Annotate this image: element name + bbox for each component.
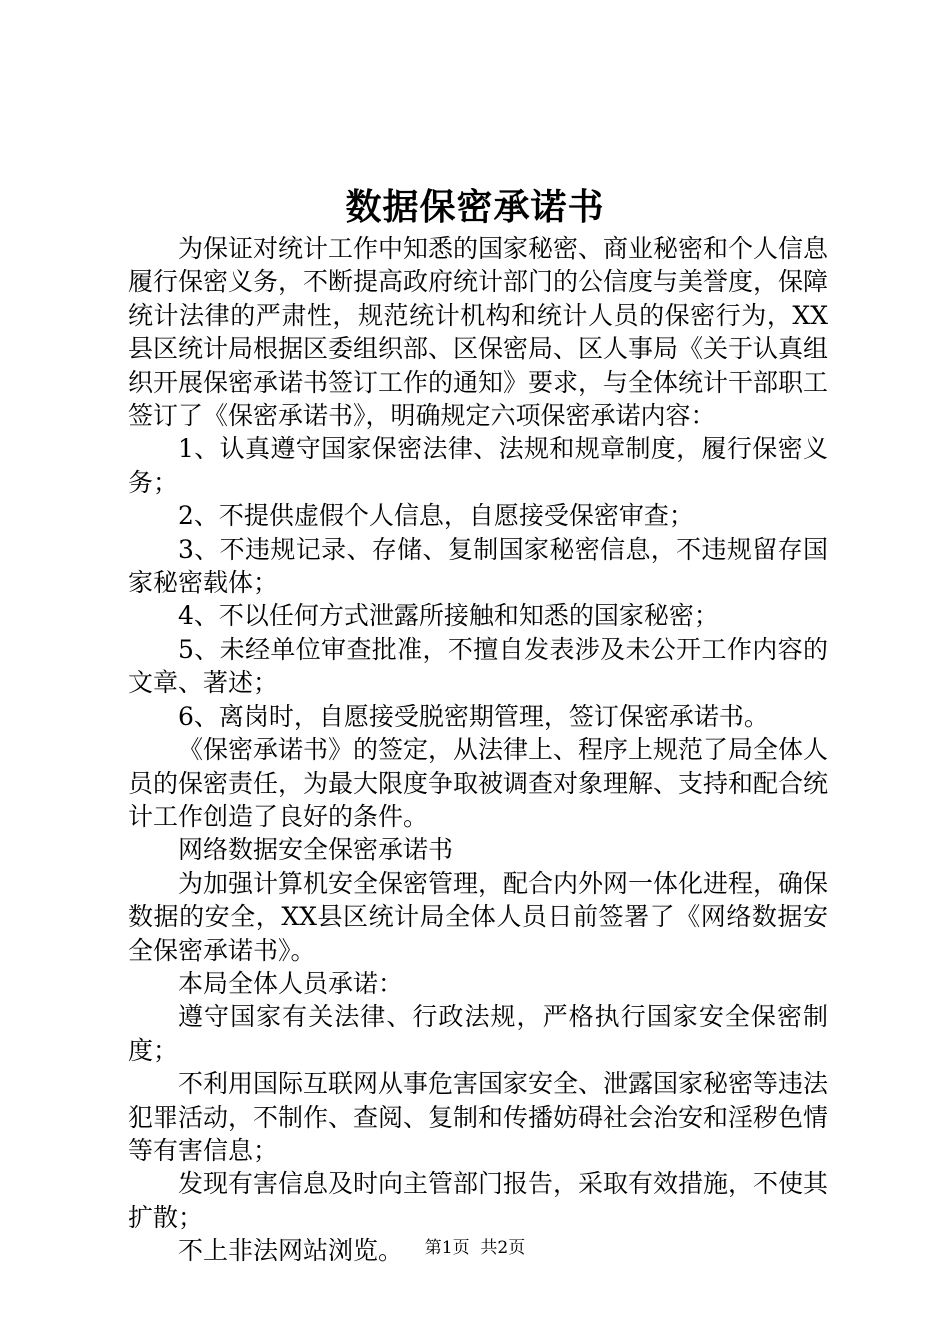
paragraph-item-1: 1、认真遵守国家保密法律、法规和规章制度，履行保密义务； bbox=[128, 434, 828, 497]
paragraph-item-4: 4、不以任何方式泄露所接触和知悉的国家秘密； bbox=[178, 601, 719, 631]
document-body bbox=[128, 232, 828, 1268]
paragraph-pledge-3: 发现有害信息及时向主管部门报告，采取有效措施，不使其扩散； bbox=[128, 1169, 829, 1232]
page-footer bbox=[0, 1236, 950, 1260]
paragraph-pledge-2: 不利用国际互联网从事危害国家安全、泄露国家秘密等违法犯罪活动，不制作、查阅、复制和传播妨碍社会治安和淫秽色情等有害信息； bbox=[128, 1069, 829, 1165]
paragraph-item-6: 6、离岗时，自愿接受脱密期管理，签订保密承诺书。 bbox=[178, 701, 769, 731]
paragraph-item-5: 5、未经单位审查批准，不擅自发表涉及未公开工作内容的文章、著述； bbox=[128, 634, 828, 698]
paragraph-item-3: 3、不违规记录、存储、复制国家秘密信息，不违规留存国家秘密载体； bbox=[128, 534, 828, 598]
section-heading: 网络数据安全保密承诺书 bbox=[178, 835, 454, 865]
paragraph-item-2: 2、不提供虚假个人信息，自愿接受保密审查； bbox=[178, 501, 694, 531]
paragraph-summary: 《保密承诺书》的签定，从法律上、程序上规范了局全体人员的保密责任，为最大限度争取被调查对象理解、支持和配合统计工作创造了良好的条件。 bbox=[128, 735, 829, 831]
paragraph-pledge-1: 遵守国家有关法律、行政法规，严格执行国家安全保密制度； bbox=[128, 1002, 828, 1065]
page-number: 第1页 共2页 bbox=[424, 1238, 526, 1258]
document-title: 数据保密承诺书 bbox=[345, 186, 605, 228]
paragraph-intro: 为保证对统计工作中知悉的国家秘密、商业秘密和个人信息履行保密义务，不断提高政府统计部门的公信度与美誉度，保障统计法律的严肃性，规范统计机构和统计人员的保密行为，XX县区统计局根据区委组织部、区保密局、区人事局《关于认真组织开展保密承诺书签订工作的通知》要求，与全体统计干部职工签订了《保密承诺书》，明确规定六项保密承诺内容： bbox=[128, 234, 829, 431]
paragraph-pledge-lead: 本局全体人员承诺： bbox=[178, 968, 404, 998]
paragraph-network-intro: 为加强计算机安全保密管理，配合内外网一体化进程，确保数据的安全，XX县区统计局全体人员日前签署了《网络数据安全保密承诺书》。 bbox=[128, 868, 829, 965]
paragraph-pledge-4: 不上非法网站浏览。 bbox=[178, 1236, 404, 1266]
